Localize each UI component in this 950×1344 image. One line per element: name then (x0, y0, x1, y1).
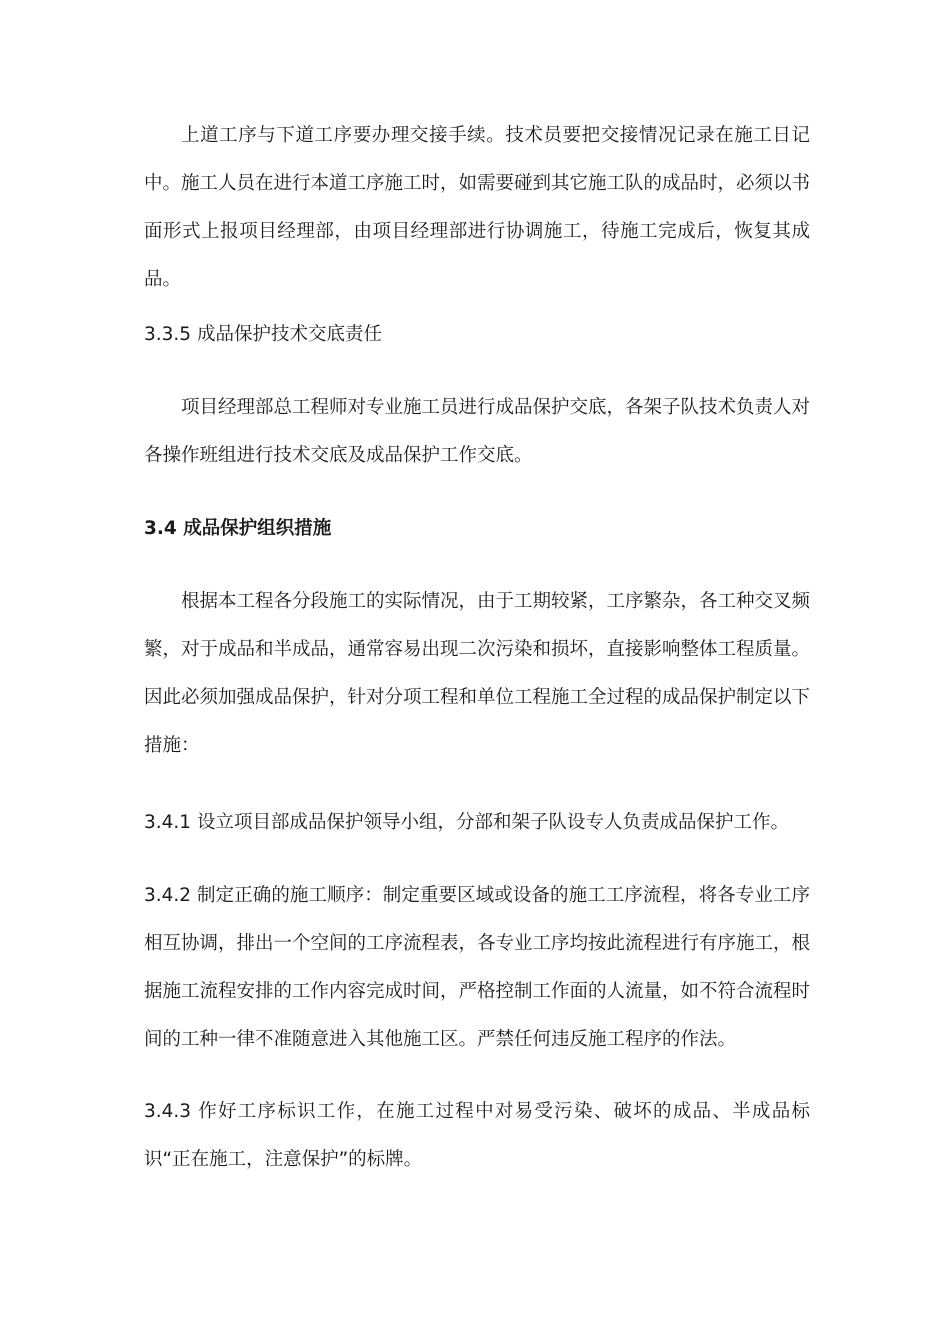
item-3-4-2: 3.4.2 制定正确的施工顺序：制定重要区域或设备的施工工序流程，将各专业工序相互协调，排出一个空间的工序流程表，各专业工序均按此流程进行有序施工，根据施工流程安排的工作内容完成时间，严格控制工作面的人流量，如不符合流程时间的工种一律不准随意进入其他施工区。严禁任何违反施工程序的作法。 (144, 885, 811, 1050)
paragraph-handover-procedure: 上道工序与下道工序要办理交接手续。技术员要把交接情况记录在施工日记中。施工人员在进行本道工序施工时，如需要碰到其它施工队的成品时，必须以书面形式上报项目经理部，由项目经理部进行协调施工，待施工完成后，恢复其成品。 (144, 125, 811, 290)
paragraph-protection-overview: 根据本工程各分段施工的实际情况，由于工期较紧，工序繁杂，各工种交叉频繁，对于成品和半成品，通常容易出现二次污染和损坏，直接影响整体工程质量。因此必须加强成品保护，针对分项工程和单位工程施工全过程的成品保护制定以下措施： (144, 591, 811, 756)
paragraph-technical-briefing: 项目经理部总工程师对专业施工员进行成品保护交底，各架子队技术负责人对各操作班组进行技术交底及成品保护工作交底。 (144, 397, 811, 466)
section-heading-3-3-5: 3.3.5 成品保护技术交底责任 (144, 324, 382, 345)
section-heading-3-4: 3.4 成品保护组织措施 (144, 518, 332, 539)
item-3-4-3: 3.4.3 作好工序标识工作，在施工过程中对易受污染、破坏的成品、半成品标识“正在施工，注意保护”的标牌。 (144, 1101, 810, 1170)
item-3-4-1: 3.4.1 设立项目部成品保护领导小组，分部和架子队设专人负责成品保护工作。 (144, 812, 789, 833)
